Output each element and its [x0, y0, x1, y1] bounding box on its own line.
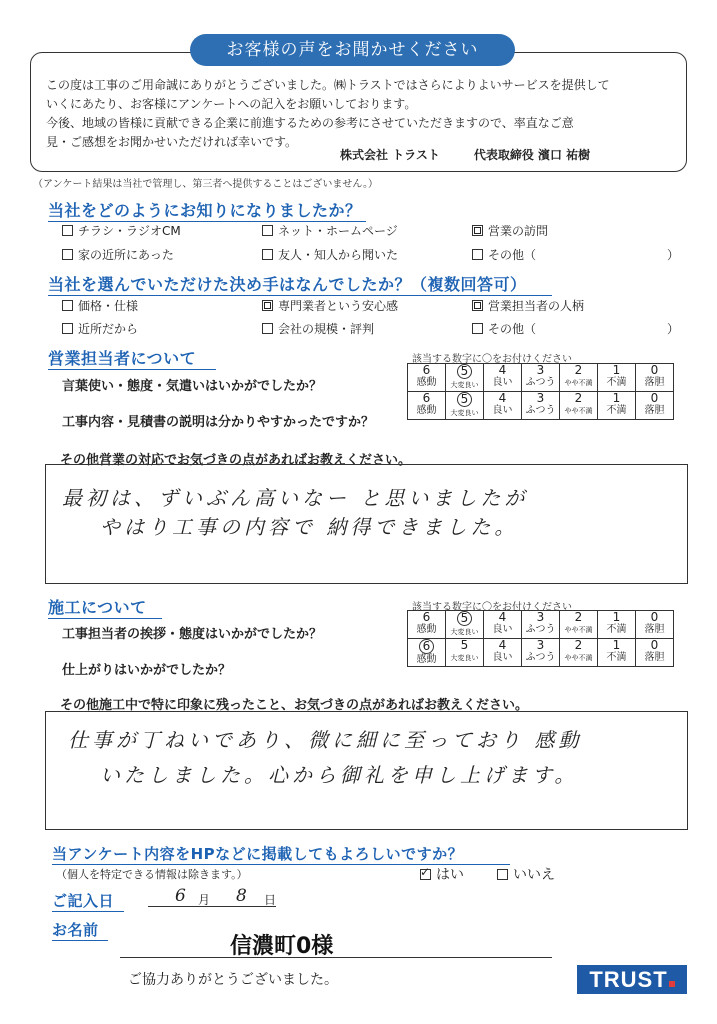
rating-number-text: 2 — [574, 638, 583, 652]
rating-cell-4[interactable] — [484, 392, 522, 420]
rating-cell-2[interactable] — [560, 392, 598, 420]
rating-number-text: 6 — [422, 391, 431, 405]
option-label: 営業担当者の人柄 — [488, 299, 585, 313]
rating-label: 不満 — [606, 377, 627, 388]
company-signature — [340, 146, 590, 163]
q1-option-neighborhood[interactable] — [62, 246, 174, 263]
rating-cell-2[interactable] — [560, 611, 598, 639]
q2-option-personality[interactable] — [472, 297, 584, 314]
rating-number — [560, 364, 597, 377]
thanks-message: ご協力ありがとうございました。 — [128, 972, 338, 988]
rating-number — [636, 392, 673, 405]
rating-number — [598, 364, 635, 377]
rating-cell-0[interactable] — [636, 392, 674, 420]
q2-option-price[interactable] — [62, 297, 138, 314]
rating-number — [484, 639, 521, 652]
rating-number — [408, 639, 445, 654]
rating-label: 大変良い — [450, 628, 479, 636]
intro-line: 見・ご感想をお聞かせいただければ幸いです。 — [46, 135, 298, 149]
rating-number-text: 1 — [612, 391, 621, 405]
q1-option-sales-visit[interactable] — [472, 222, 548, 239]
rating-number-text: 5 — [460, 638, 469, 652]
checkbox[interactable] — [262, 323, 273, 334]
rating-number-text: 4 — [498, 363, 507, 377]
survey-banner: お客様の声をお聞かせください — [190, 34, 515, 66]
rating-number — [484, 611, 521, 624]
sales-rating-instruction: 該当する数字に〇をお付けください — [412, 354, 572, 365]
date-month-unit: 月 — [198, 893, 211, 907]
q2-option-other[interactable] — [472, 320, 536, 337]
q1-option-flyer[interactable] — [62, 222, 181, 239]
sales-comment-prompt: その他営業の対応でお気づきの点があればお教えください。 — [60, 453, 412, 468]
rating-label: ふつう — [525, 624, 556, 635]
rating-label: ふつう — [525, 405, 556, 416]
rating-number-text: 0 — [650, 638, 659, 652]
rating-number — [484, 392, 521, 405]
rating-number-text: 0 — [650, 363, 659, 377]
checkbox[interactable] — [62, 249, 73, 260]
rating-label: 不満 — [606, 652, 627, 663]
checkbox[interactable] — [62, 323, 73, 334]
rating-number — [408, 611, 445, 624]
rating-cell-6[interactable] — [408, 611, 446, 639]
rating-selected-circle: 5 — [457, 364, 472, 379]
rating-label: 大変良い — [450, 381, 479, 389]
rating-number-text: 6 — [422, 610, 431, 624]
q2-option-specialist[interactable] — [262, 297, 398, 314]
rating-cell-2[interactable] — [560, 639, 598, 667]
checkbox-checked[interactable] — [472, 300, 483, 311]
rating-cell-3[interactable] — [522, 611, 560, 639]
construction-question-manner: 工事担当者の挨拶・態度はいかがでしたか？ — [62, 627, 323, 642]
sales-section-title: 営業担当者について — [48, 346, 216, 370]
company-name: 株式会社 トラスト — [340, 148, 440, 162]
checkbox-checked[interactable] — [262, 300, 273, 311]
rating-number-text: 3 — [536, 638, 545, 652]
checkbox[interactable] — [497, 869, 508, 880]
rating-label: 感動 — [416, 405, 437, 416]
checkbox[interactable] — [262, 225, 273, 236]
rating-label: やや不満 — [564, 379, 593, 387]
rating-label: やや不満 — [564, 626, 593, 634]
date-day-value: 8 — [236, 886, 251, 906]
rating-number — [598, 639, 635, 652]
rating-selected-circle: 5 — [457, 611, 472, 626]
rating-cell-3[interactable] — [522, 392, 560, 420]
intro-text — [46, 76, 676, 152]
intro-line: この度は工事のご用命誠にありがとうございました。㈱トラストではさらによりよいサービスを提供して — [46, 78, 610, 92]
rating-label: 大変良い — [450, 654, 479, 662]
rating-number — [446, 639, 483, 652]
construction-rating-instruction: 該当する数字に〇をお付けください — [412, 602, 572, 613]
rating-cell-5[interactable] — [446, 639, 484, 667]
sales-comment-line: やはり工事の内容で 納得できました。 — [100, 515, 519, 539]
option-label: 価格・仕様 — [78, 299, 139, 313]
rating-cell-4[interactable] — [484, 639, 522, 667]
rating-number — [636, 639, 673, 652]
rating-label: ふつう — [525, 377, 556, 388]
rating-number — [408, 364, 445, 377]
rating-label: 大変良い — [450, 409, 479, 417]
sales-rating-table — [407, 363, 674, 420]
rating-cell-6[interactable] — [408, 364, 446, 392]
option-label: はい — [436, 867, 464, 883]
privacy-note: （アンケート結果は当社で管理し、第三者へ提供することはございません。） — [33, 179, 378, 190]
q1-option-friend[interactable] — [262, 246, 398, 263]
rating-selected-circle: 5 — [457, 392, 472, 407]
q1-title: 当社をどのようにお知りになりましたか？ — [48, 198, 366, 222]
option-label: いいえ — [513, 867, 555, 883]
rating-number — [522, 639, 559, 652]
checkbox[interactable] — [62, 225, 73, 236]
rating-number — [408, 392, 445, 405]
option-label: 会社の規模・評判 — [278, 322, 375, 336]
rating-number — [636, 611, 673, 624]
rating-number — [560, 392, 597, 405]
option-label: 近所だから — [78, 322, 139, 336]
rating-cell-4[interactable] — [484, 611, 522, 639]
rating-cell-3[interactable] — [522, 364, 560, 392]
rating-number — [560, 611, 597, 624]
rating-number — [598, 611, 635, 624]
option-label: その他（ — [488, 248, 537, 262]
rating-cell-1[interactable] — [598, 364, 636, 392]
rating-label: 不満 — [606, 405, 627, 416]
date-underline — [148, 906, 276, 907]
rating-number-text: 1 — [612, 610, 621, 624]
rating-label: 良い — [492, 405, 513, 416]
rating-number — [522, 611, 559, 624]
rating-selected-circle: 6 — [419, 639, 434, 654]
rating-cell-5[interactable] — [446, 364, 484, 392]
rating-label: 落胆 — [644, 652, 665, 663]
option-label: ネット・ホームページ — [278, 224, 398, 238]
q2-other-close: ） — [667, 322, 680, 336]
rating-number — [446, 392, 483, 407]
rating-row — [408, 364, 674, 392]
rating-row — [408, 639, 674, 667]
rating-label: 良い — [492, 624, 513, 635]
checkbox-checked[interactable] — [420, 869, 431, 880]
rating-label: 良い — [492, 652, 513, 663]
rating-number-text: 3 — [536, 391, 545, 405]
sales-question-manner: 言葉使い・態度・気遣いはいかがでしたか？ — [62, 379, 323, 394]
rating-cell-3[interactable] — [522, 639, 560, 667]
rating-number-text: 0 — [650, 391, 659, 405]
construction-comment-line: 仕事が丁ねいであり、微に細に至っており 感動 — [68, 728, 583, 752]
rating-number-text: 4 — [498, 638, 507, 652]
rating-number — [522, 392, 559, 405]
rating-label: 落胆 — [644, 377, 665, 388]
trust-logo — [577, 965, 687, 994]
rating-number — [560, 639, 597, 652]
date-label: ご記入日 — [52, 890, 124, 912]
rating-number — [484, 364, 521, 377]
rating-label: 感動 — [416, 624, 437, 635]
option-label: チラシ・ラジオCM — [78, 224, 181, 238]
construction-comment-prompt: その他施工中で特に印象に残ったこと、お気づきの点があればお教えください。 — [60, 698, 529, 713]
rating-number-text: 1 — [612, 363, 621, 377]
sales-question-explanation: 工事内容・見積書の説明は分かりやすかったですか？ — [62, 415, 375, 430]
rating-number-text: 2 — [574, 391, 583, 405]
rating-label: やや不満 — [564, 407, 593, 415]
q2-option-nearby[interactable] — [62, 320, 138, 337]
rating-number-text: 3 — [536, 610, 545, 624]
customer-name: 信濃町0様 — [230, 934, 334, 959]
intro-line: 今後、地域の皆様に貢献できる企業に前進するための参考にさせていただきますので、率直なご意 — [46, 116, 574, 130]
rating-number — [446, 611, 483, 626]
construction-comment-line: いたしました。心から御礼を申し上げます。 — [100, 763, 579, 787]
rating-row — [408, 392, 674, 420]
date-month-value: 6 — [175, 886, 190, 906]
q2-option-reputation[interactable] — [262, 320, 374, 337]
rating-label: やや不満 — [564, 654, 593, 662]
checkbox[interactable] — [472, 249, 483, 260]
checkbox-checked[interactable] — [472, 225, 483, 236]
name-underline — [120, 957, 552, 958]
intro-line: いくにあたり、お客様にアンケートへの記入をお願いしております。 — [46, 97, 417, 111]
publish-note: （個人を特定できる情報は除きます。） — [56, 868, 248, 881]
rating-number — [598, 392, 635, 405]
rating-label: 感動 — [416, 654, 437, 665]
rating-row — [408, 611, 674, 639]
rating-cell-1[interactable] — [598, 611, 636, 639]
construction-question-finish: 仕上がりはいかがでしたか？ — [62, 663, 232, 678]
rating-label: 良い — [492, 377, 513, 388]
checkbox[interactable] — [472, 323, 483, 334]
sales-comment-line: 最初は、ずいぶん高いなー と思いましたが — [62, 486, 529, 510]
rating-number-text: 4 — [498, 610, 507, 624]
rating-cell-5[interactable] — [446, 611, 484, 639]
rating-number-text: 0 — [650, 610, 659, 624]
rating-cell-1[interactable] — [598, 639, 636, 667]
rating-cell-4[interactable] — [484, 364, 522, 392]
rating-number — [636, 364, 673, 377]
rating-number-text: 4 — [498, 391, 507, 405]
q1-option-web[interactable] — [262, 222, 398, 239]
date-day-unit: 日 — [264, 893, 277, 907]
rating-label: 感動 — [416, 377, 437, 388]
option-label: 家の近所にあった — [78, 248, 174, 262]
construction-rating-table — [407, 610, 674, 667]
checkbox[interactable] — [262, 249, 273, 260]
option-label: その他（ — [488, 322, 537, 336]
rating-label: 落胆 — [644, 405, 665, 416]
q1-option-other[interactable] — [472, 246, 536, 263]
rating-number-text: 2 — [574, 363, 583, 377]
rating-cell-5[interactable] — [446, 392, 484, 420]
checkbox[interactable] — [62, 300, 73, 311]
rating-cell-2[interactable] — [560, 364, 598, 392]
logo-dot — [669, 981, 675, 987]
rating-label: 不満 — [606, 624, 627, 635]
rating-number — [446, 364, 483, 379]
construction-section-title: 施工について — [48, 595, 162, 619]
publish-no-option[interactable] — [497, 864, 555, 884]
name-label: お名前 — [52, 919, 108, 941]
representative-name: 代表取締役 濱口 祐樹 — [473, 148, 591, 162]
rating-number — [522, 364, 559, 377]
rating-cell-0[interactable] — [636, 639, 674, 667]
publish-yes-option[interactable] — [420, 864, 464, 884]
rating-number-text: 2 — [574, 610, 583, 624]
rating-number-text: 6 — [422, 363, 431, 377]
rating-cell-0[interactable] — [636, 364, 674, 392]
logo-text: TRUST — [589, 967, 668, 992]
q1-other-close: ） — [667, 248, 680, 262]
rating-number-text: 3 — [536, 363, 545, 377]
option-label: 営業の訪問 — [488, 224, 549, 238]
rating-cell-1[interactable] — [598, 392, 636, 420]
rating-label: 落胆 — [644, 624, 665, 635]
q2-title: 当社を選んでいただけた決め手はなんでしたか？（複数回答可） — [48, 272, 552, 296]
rating-cell-6[interactable] — [408, 392, 446, 420]
rating-cell-0[interactable] — [636, 611, 674, 639]
rating-label: ふつう — [525, 652, 556, 663]
rating-cell-6[interactable] — [408, 639, 446, 667]
option-label: 専門業者という安心感 — [278, 299, 399, 313]
option-label: 友人・知人から聞いた — [278, 248, 399, 262]
rating-number-text: 1 — [612, 638, 621, 652]
publish-question: 当アンケート内容をHPなどに掲載してもよろしいですか？ — [52, 843, 510, 865]
